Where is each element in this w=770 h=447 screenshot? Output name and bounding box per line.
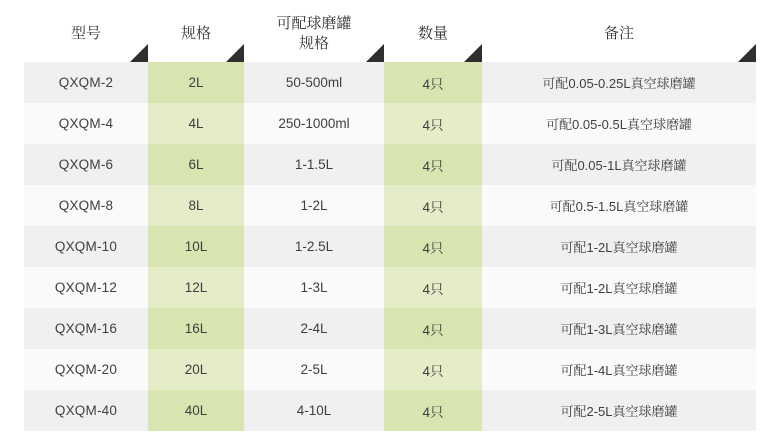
- cell-model: QXQM-12: [24, 267, 148, 308]
- table-row: [24, 308, 756, 349]
- cell-spec: 16L: [148, 308, 244, 349]
- cell-spec: 20L: [148, 349, 244, 390]
- table-row: [24, 185, 756, 226]
- cell-quantity: 4只: [384, 390, 482, 431]
- table-row: [24, 349, 756, 390]
- cell-quantity: 4只: [384, 267, 482, 308]
- corner-triangle-icon: [738, 44, 756, 62]
- cell-jar: 1-2L: [244, 185, 384, 226]
- table-row: [24, 103, 756, 144]
- cell-quantity: 4只: [384, 62, 482, 103]
- cell-jar: 2-4L: [244, 308, 384, 349]
- cell-model: QXQM-6: [24, 144, 148, 185]
- column-header-quantity-label: 数量: [417, 24, 448, 42]
- cell-model: QXQM-2: [24, 62, 148, 103]
- column-header-jar-label-line1: 可配球磨罐: [276, 14, 352, 32]
- cell-quantity: 4只: [384, 185, 482, 226]
- corner-triangle-icon: [366, 44, 384, 62]
- cell-model: QXQM-40: [24, 390, 148, 431]
- cell-quantity: 4只: [384, 103, 482, 144]
- corner-triangle-icon: [464, 44, 482, 62]
- cell-jar: 50-500ml: [244, 62, 384, 103]
- cell-quantity: 4只: [384, 308, 482, 349]
- column-header-jar-label-line2: 规格: [298, 35, 329, 52]
- table-row: [24, 144, 756, 185]
- cell-spec: 10L: [148, 226, 244, 267]
- cell-spec: 4L: [148, 103, 244, 144]
- cell-spec: 40L: [148, 390, 244, 431]
- cell-note: 可配0.05-1L真空球磨罐: [482, 144, 756, 185]
- cell-model: QXQM-20: [24, 349, 148, 390]
- cell-note: 可配2-5L真空球磨罐: [482, 390, 756, 431]
- corner-triangle-icon: [130, 44, 148, 62]
- column-header-spec: [148, 6, 244, 62]
- cell-spec: 6L: [148, 144, 244, 185]
- cell-note: 可配0.05-0.5L真空球磨罐: [482, 103, 756, 144]
- column-header-note: [482, 6, 756, 62]
- cell-model: QXQM-8: [24, 185, 148, 226]
- cell-spec: 2L: [148, 62, 244, 103]
- column-header-note-label: 备注: [603, 24, 634, 42]
- cell-jar: 250-1000ml: [244, 103, 384, 144]
- column-header-jar: [244, 6, 384, 62]
- cell-quantity: 4只: [384, 144, 482, 185]
- cell-jar: 1-2.5L: [244, 226, 384, 267]
- cell-jar: 4-10L: [244, 390, 384, 431]
- column-header-quantity: [384, 6, 482, 62]
- specification-table: [24, 6, 756, 431]
- cell-note: 可配0.05-0.25L真空球磨罐: [482, 62, 756, 103]
- cell-model: QXQM-4: [24, 103, 148, 144]
- cell-jar: 2-5L: [244, 349, 384, 390]
- corner-triangle-icon: [226, 44, 244, 62]
- cell-note: 可配0.5-1.5L真空球磨罐: [482, 185, 756, 226]
- table-body: [24, 62, 756, 431]
- table-row: [24, 226, 756, 267]
- table-row: [24, 62, 756, 103]
- cell-model: QXQM-10: [24, 226, 148, 267]
- table-row: [24, 390, 756, 431]
- column-header-spec-label: 规格: [180, 24, 211, 42]
- cell-spec: 8L: [148, 185, 244, 226]
- column-header-model-label: 型号: [70, 24, 101, 42]
- cell-quantity: 4只: [384, 226, 482, 267]
- column-header-model: [24, 6, 148, 62]
- cell-model: QXQM-16: [24, 308, 148, 349]
- table-row: [24, 267, 756, 308]
- cell-note: 可配1-2L真空球磨罐: [482, 226, 756, 267]
- header-row: [24, 6, 756, 62]
- cell-jar: 1-3L: [244, 267, 384, 308]
- cell-jar: 1-1.5L: [244, 144, 384, 185]
- cell-spec: 12L: [148, 267, 244, 308]
- cell-quantity: 4只: [384, 349, 482, 390]
- table-header: [24, 6, 756, 62]
- cell-note: 可配1-4L真空球磨罐: [482, 349, 756, 390]
- cell-note: 可配1-3L真空球磨罐: [482, 308, 756, 349]
- cell-note: 可配1-2L真空球磨罐: [482, 267, 756, 308]
